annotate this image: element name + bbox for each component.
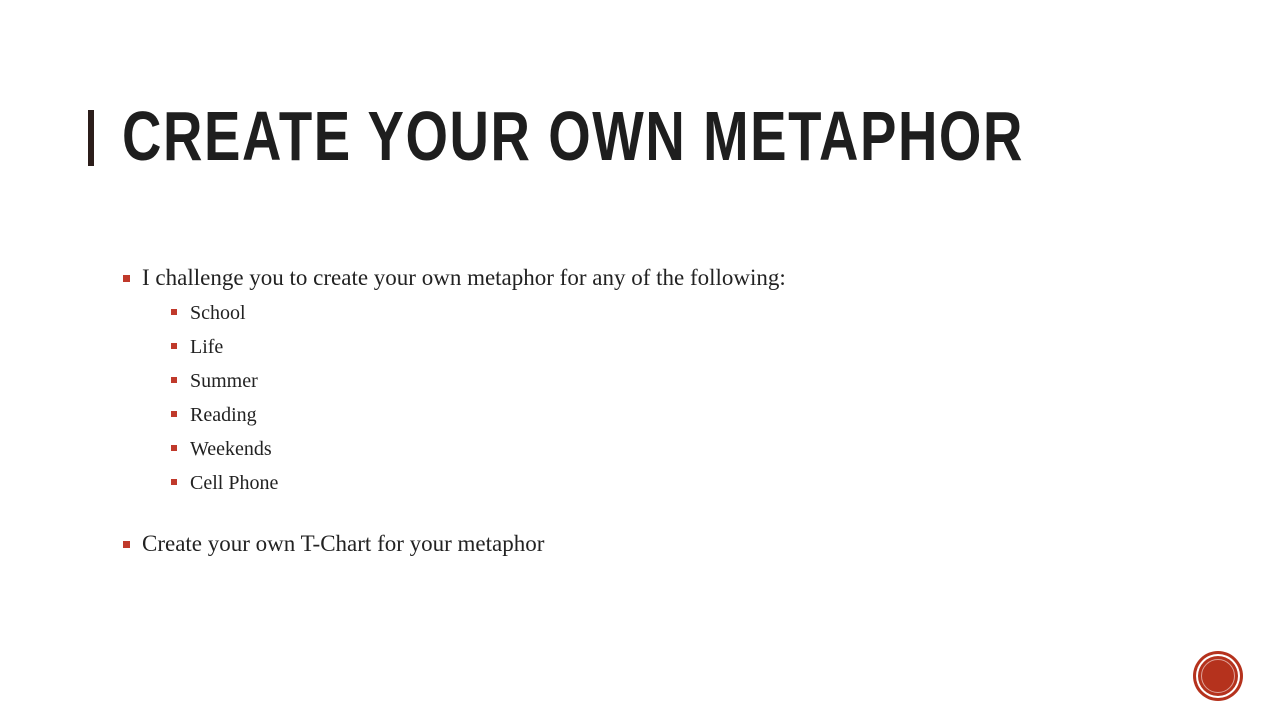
sub-bullet-text: Weekends <box>190 438 272 460</box>
sub-bullet-text: Cell Phone <box>190 472 279 494</box>
sub-bullet-item <box>142 296 1123 330</box>
sub-bullet-item <box>142 466 1123 500</box>
sub-bullet-item <box>142 432 1123 466</box>
bullet-text: Create your own T-Chart for your metaphor <box>142 531 545 556</box>
bullet-item <box>123 528 1123 560</box>
sub-bullet-item <box>142 364 1123 398</box>
slide-title: CREATE YOUR OWN METAPHOR <box>122 97 1024 175</box>
sub-bullet-text: School <box>190 302 246 324</box>
slide-content <box>123 262 1123 560</box>
sub-bullet-text: Reading <box>190 404 257 426</box>
square-bullet-icon <box>123 541 130 548</box>
red-circle-icon <box>1196 654 1240 698</box>
square-bullet-icon <box>171 377 177 383</box>
sub-bullet-item <box>142 330 1123 364</box>
square-bullet-icon <box>171 445 177 451</box>
sub-bullet-text: Summer <box>190 370 258 392</box>
square-bullet-icon <box>123 275 130 282</box>
sub-bullet-text: Life <box>190 336 224 358</box>
bullet-item <box>123 262 1123 500</box>
title-accent-bar <box>88 110 94 166</box>
square-bullet-icon <box>171 411 177 417</box>
square-bullet-icon <box>171 309 177 315</box>
bullet-list <box>123 262 1123 560</box>
square-bullet-icon <box>171 479 177 485</box>
bullet-text: I challenge you to create your own metaphor for any of the following: <box>142 265 786 290</box>
sub-bullet-list <box>142 296 1123 500</box>
square-bullet-icon <box>171 343 177 349</box>
sub-bullet-item <box>142 398 1123 432</box>
